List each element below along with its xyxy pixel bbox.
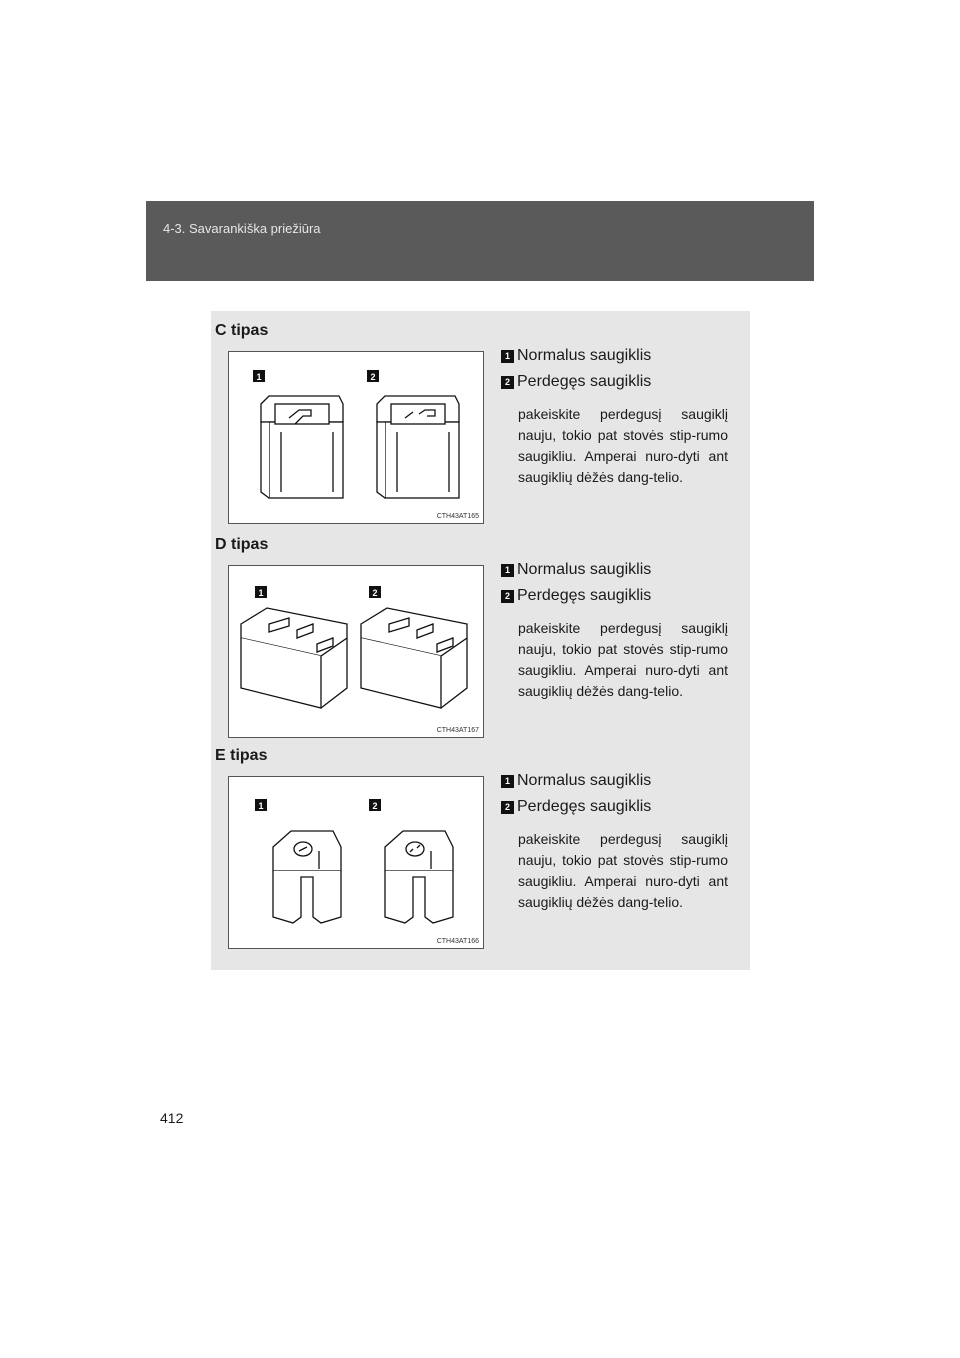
page-number: 412 — [160, 1110, 184, 1126]
item-label: Normalus saugiklis — [517, 347, 652, 364]
fuse-e-illustration — [229, 777, 483, 948]
section-e-type — [211, 736, 750, 948]
section-c-type — [211, 311, 750, 523]
fig-label-2: 2 — [372, 801, 378, 811]
figure-code: CTH43AT167 — [436, 727, 479, 734]
chapter-title: 4-3. Savarankiška priežiūra — [163, 221, 321, 236]
number-badge: 1 — [501, 350, 514, 363]
item-label: Normalus saugiklis — [517, 772, 652, 789]
number-badge: 2 — [501, 590, 514, 603]
replacement-instruction: pakeiskite perdegusį saugiklį nauju, tokio pat stovės stip-rumo saugikliu. Amperai nuro-dyti ant saugiklių dėžės dang-telio. — [518, 620, 728, 699]
item-label: Perdegęs saugiklis — [517, 587, 652, 604]
figure-code: CTH43AT165 — [436, 513, 479, 520]
item-label: Perdegęs saugiklis — [517, 373, 652, 390]
item-label: Normalus saugiklis — [517, 561, 652, 578]
section-title: C tipas — [215, 322, 269, 339]
section-title: E tipas — [215, 747, 268, 764]
fig-label-2: 2 — [372, 588, 378, 598]
replacement-instruction: pakeiskite perdegusį saugiklį nauju, tokio pat stovės stip-rumo saugikliu. Amperai nuro-dyti ant saugiklių dėžės dang-telio. — [518, 831, 728, 910]
replacement-instruction: pakeiskite perdegusį saugiklį nauju, tokio pat stovės stip-rumo saugikliu. Amperai nuro-dyti ant saugiklių dėžės dang-telio. — [518, 406, 728, 485]
fuse-figure-c — [228, 351, 484, 524]
figure-code: CTH43AT166 — [436, 938, 479, 945]
fig-label-2: 2 — [370, 372, 376, 382]
fuse-types-panel — [211, 311, 750, 970]
fuse-figure-e — [228, 776, 484, 949]
number-badge: 1 — [501, 564, 514, 577]
page-header — [146, 201, 814, 281]
fuse-figure-d — [228, 565, 484, 738]
fig-label-1: 1 — [256, 372, 262, 382]
section-d-type — [211, 525, 750, 737]
fuse-c-illustration — [229, 352, 483, 523]
number-badge: 2 — [501, 801, 514, 814]
fuse-d-illustration — [229, 566, 483, 737]
number-badge: 1 — [501, 775, 514, 788]
fig-label-1: 1 — [258, 588, 264, 598]
item-label: Perdegęs saugiklis — [517, 798, 652, 815]
number-badge: 2 — [501, 376, 514, 389]
fig-label-1: 1 — [258, 801, 264, 811]
section-title: D tipas — [215, 536, 269, 553]
